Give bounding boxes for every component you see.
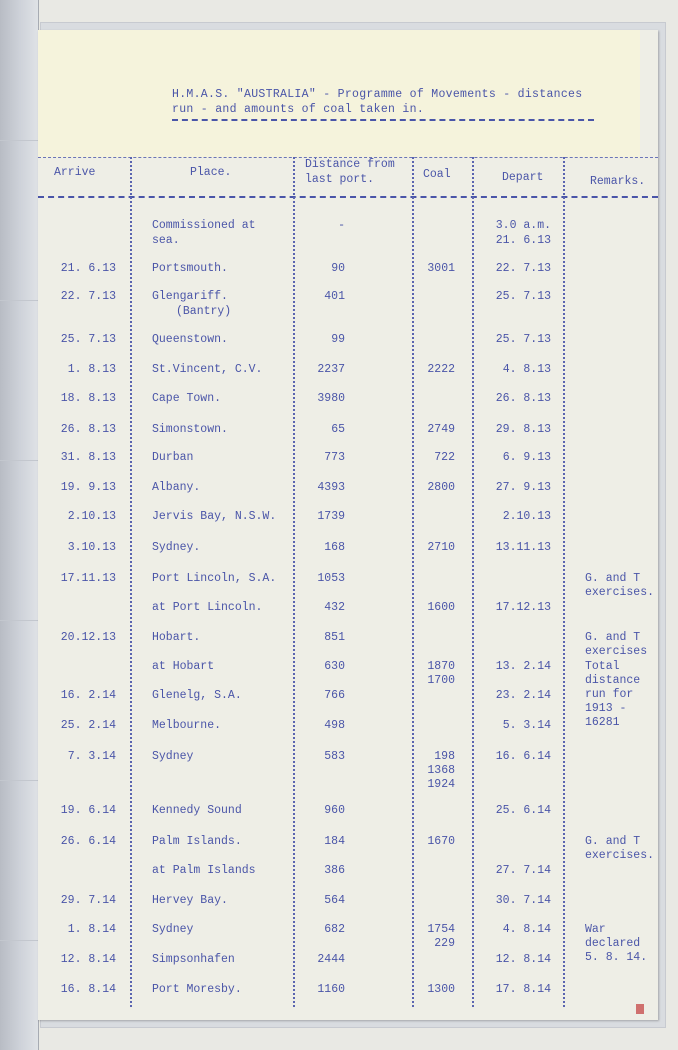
arrive-date: 1. 8.14 xyxy=(67,923,116,936)
coal-amount: 1700 xyxy=(427,674,455,687)
arrive-date: 7. 3.14 xyxy=(67,750,116,763)
arrive-date: 18. 8.13 xyxy=(60,392,116,405)
depart-date: 6. 9.13 xyxy=(502,451,551,464)
arrive-date: 25. 2.14 xyxy=(60,719,116,732)
remarks-text: 16281 xyxy=(585,716,620,729)
remarks-text: run for xyxy=(585,688,634,701)
arrive-date: 19. 9.13 xyxy=(60,481,116,494)
place-name: Hobart. xyxy=(152,631,201,644)
header-distance-line2: last port. xyxy=(305,173,375,186)
distance-value: 90 xyxy=(331,262,345,275)
coal-amount: 2749 xyxy=(427,423,455,436)
column-divider xyxy=(563,157,565,1007)
place-name: Hervey Bay. xyxy=(152,894,228,907)
depart-date: 22. 7.13 xyxy=(495,262,551,275)
distance-value: 184 xyxy=(324,835,345,848)
coal-amount: 1300 xyxy=(427,983,455,996)
distance-value: 432 xyxy=(324,601,345,614)
remarks-text: G. and T xyxy=(585,835,641,848)
depart-date: 13. 2.14 xyxy=(495,660,551,673)
coal-amount: 1754 xyxy=(427,923,455,936)
remarks-text: declared xyxy=(585,937,641,950)
distance-value: 960 xyxy=(324,804,345,817)
depart-date: 23. 2.14 xyxy=(495,689,551,702)
depart-date: 27. 9.13 xyxy=(495,481,551,494)
arrive-date: 3.10.13 xyxy=(67,541,116,554)
distance-value: 99 xyxy=(331,333,345,346)
distance-value: 168 xyxy=(324,541,345,554)
arrive-date: 2.10.13 xyxy=(67,510,116,523)
place-name: Portsmouth. xyxy=(152,262,228,275)
distance-value: 386 xyxy=(324,864,345,877)
place-name: Kennedy Sound xyxy=(152,804,242,817)
place-name: Albany. xyxy=(152,481,201,494)
column-divider xyxy=(472,157,474,1007)
coal-amount: 722 xyxy=(434,451,455,464)
document-page xyxy=(38,30,658,1020)
remarks-text: exercises. xyxy=(585,849,655,862)
depart-date: 25. 7.13 xyxy=(495,333,551,346)
remarks-text: exercises xyxy=(585,645,648,658)
remarks-text: Total xyxy=(585,660,620,673)
distance-value: 65 xyxy=(331,423,345,436)
distance-value: 630 xyxy=(324,660,345,673)
header-coal: Coal xyxy=(423,168,451,181)
coal-amount: 2800 xyxy=(427,481,455,494)
distance-value: 682 xyxy=(324,923,345,936)
distance-value: 3980 xyxy=(317,392,345,405)
distance-value: 564 xyxy=(324,894,345,907)
remarks-text: G. and T xyxy=(585,572,641,585)
coal-amount: 2222 xyxy=(427,363,455,376)
place-name: Queenstown. xyxy=(152,333,228,346)
depart-date: 29. 8.13 xyxy=(495,423,551,436)
coal-amount: 1368 xyxy=(427,764,455,777)
place-name: Cape Town. xyxy=(152,392,222,405)
place-name: Simonstown. xyxy=(152,423,228,436)
place-name: Jervis Bay, N.S.W. xyxy=(152,510,277,523)
depart-date: 25. 6.14 xyxy=(495,804,551,817)
depart-date: 13.11.13 xyxy=(495,541,551,554)
header-remarks: Remarks. xyxy=(590,175,646,188)
distance-value: 1053 xyxy=(317,572,345,585)
remarks-text: G. and T xyxy=(585,631,641,644)
remarks-text: distance xyxy=(585,674,641,687)
distance-value: 851 xyxy=(324,631,345,644)
distance-value: - xyxy=(338,219,345,232)
place-name: Commissioned at xyxy=(152,219,256,232)
header-arrive: Arrive xyxy=(54,166,96,179)
distance-value: 2444 xyxy=(317,953,345,966)
arrive-date: 22. 7.13 xyxy=(60,290,116,303)
place-name: at Hobart xyxy=(152,660,215,673)
distance-value: 583 xyxy=(324,750,345,763)
depart-date: 16. 6.14 xyxy=(495,750,551,763)
arrive-date: 25. 7.13 xyxy=(60,333,116,346)
coal-amount: 198 xyxy=(434,750,455,763)
depart-date: 27. 7.14 xyxy=(495,864,551,877)
distance-value: 401 xyxy=(324,290,345,303)
depart-date: 3.0 a.m. xyxy=(495,219,551,232)
distance-value: 498 xyxy=(324,719,345,732)
depart-date: 25. 7.13 xyxy=(495,290,551,303)
place-name: Sydney xyxy=(152,750,194,763)
remarks-text: 1913 - xyxy=(585,702,627,715)
header-distance-line1: Distance from xyxy=(305,158,395,171)
place-name: Melbourne. xyxy=(152,719,222,732)
distance-value: 766 xyxy=(324,689,345,702)
place-name: Palm Islands. xyxy=(152,835,242,848)
depart-date: 4. 8.13 xyxy=(502,363,551,376)
depart-date: 2.10.13 xyxy=(502,510,551,523)
depart-date: 21. 6.13 xyxy=(495,234,551,247)
place-name: Sydney xyxy=(152,923,194,936)
arrive-date: 12. 8.14 xyxy=(60,953,116,966)
arrive-date: 20.12.13 xyxy=(60,631,116,644)
coal-amount: 2710 xyxy=(427,541,455,554)
arrive-date: 16. 2.14 xyxy=(60,689,116,702)
arrive-date: 29. 7.14 xyxy=(60,894,116,907)
place-name: Durban xyxy=(152,451,194,464)
remarks-text: 5. 8. 14. xyxy=(585,951,648,964)
distance-value: 1160 xyxy=(317,983,345,996)
arrive-date: 26. 6.14 xyxy=(60,835,116,848)
depart-date: 26. 8.13 xyxy=(495,392,551,405)
red-stamp-mark xyxy=(636,1004,644,1014)
place-name: St.Vincent, C.V. xyxy=(152,363,263,376)
arrive-date: 19. 6.14 xyxy=(60,804,116,817)
distance-value: 773 xyxy=(324,451,345,464)
coal-amount: 229 xyxy=(434,937,455,950)
coal-amount: 3001 xyxy=(427,262,455,275)
depart-date: 17. 8.14 xyxy=(495,983,551,996)
depart-date: 17.12.13 xyxy=(495,601,551,614)
column-divider xyxy=(412,157,414,1007)
document-subtitle: run - and amounts of coal taken in. xyxy=(172,103,425,116)
arrive-date: 1. 8.13 xyxy=(67,363,116,376)
place-name: Sydney. xyxy=(152,541,201,554)
place-name: at Port Lincoln. xyxy=(152,601,263,614)
remarks-text: exercises. xyxy=(585,586,655,599)
place-name: (Bantry) xyxy=(176,305,232,318)
place-name: at Palm Islands xyxy=(152,864,256,877)
place-name: Simpsonhafen xyxy=(152,953,235,966)
coal-amount: 1924 xyxy=(427,778,455,791)
binder-edge xyxy=(0,0,39,1050)
distance-value: 2237 xyxy=(317,363,345,376)
depart-date: 30. 7.14 xyxy=(495,894,551,907)
arrive-date: 21. 6.13 xyxy=(60,262,116,275)
column-divider xyxy=(293,157,295,1007)
document-title: H.M.A.S. "AUSTRALIA" - Programme of Movements - distances xyxy=(172,88,583,101)
header-depart: Depart xyxy=(502,171,544,184)
title-underline xyxy=(172,119,594,121)
depart-date: 12. 8.14 xyxy=(495,953,551,966)
arrive-date: 31. 8.13 xyxy=(60,451,116,464)
distance-value: 4393 xyxy=(317,481,345,494)
coal-amount: 1600 xyxy=(427,601,455,614)
place-name: Glenelg, S.A. xyxy=(152,689,242,702)
depart-date: 4. 8.14 xyxy=(502,923,551,936)
arrive-date: 16. 8.14 xyxy=(60,983,116,996)
distance-value: 1739 xyxy=(317,510,345,523)
coal-amount: 1870 xyxy=(427,660,455,673)
remarks-text: War xyxy=(585,923,606,936)
arrive-date: 17.11.13 xyxy=(60,572,116,585)
place-name: sea. xyxy=(152,234,180,247)
depart-date: 5. 3.14 xyxy=(502,719,551,732)
column-divider xyxy=(130,157,132,1007)
place-name: Port Lincoln, S.A. xyxy=(152,572,277,585)
coal-amount: 1670 xyxy=(427,835,455,848)
place-name: Glengariff. xyxy=(152,290,228,303)
header-place: Place. xyxy=(190,166,232,179)
place-name: Port Moresby. xyxy=(152,983,242,996)
arrive-date: 26. 8.13 xyxy=(60,423,116,436)
